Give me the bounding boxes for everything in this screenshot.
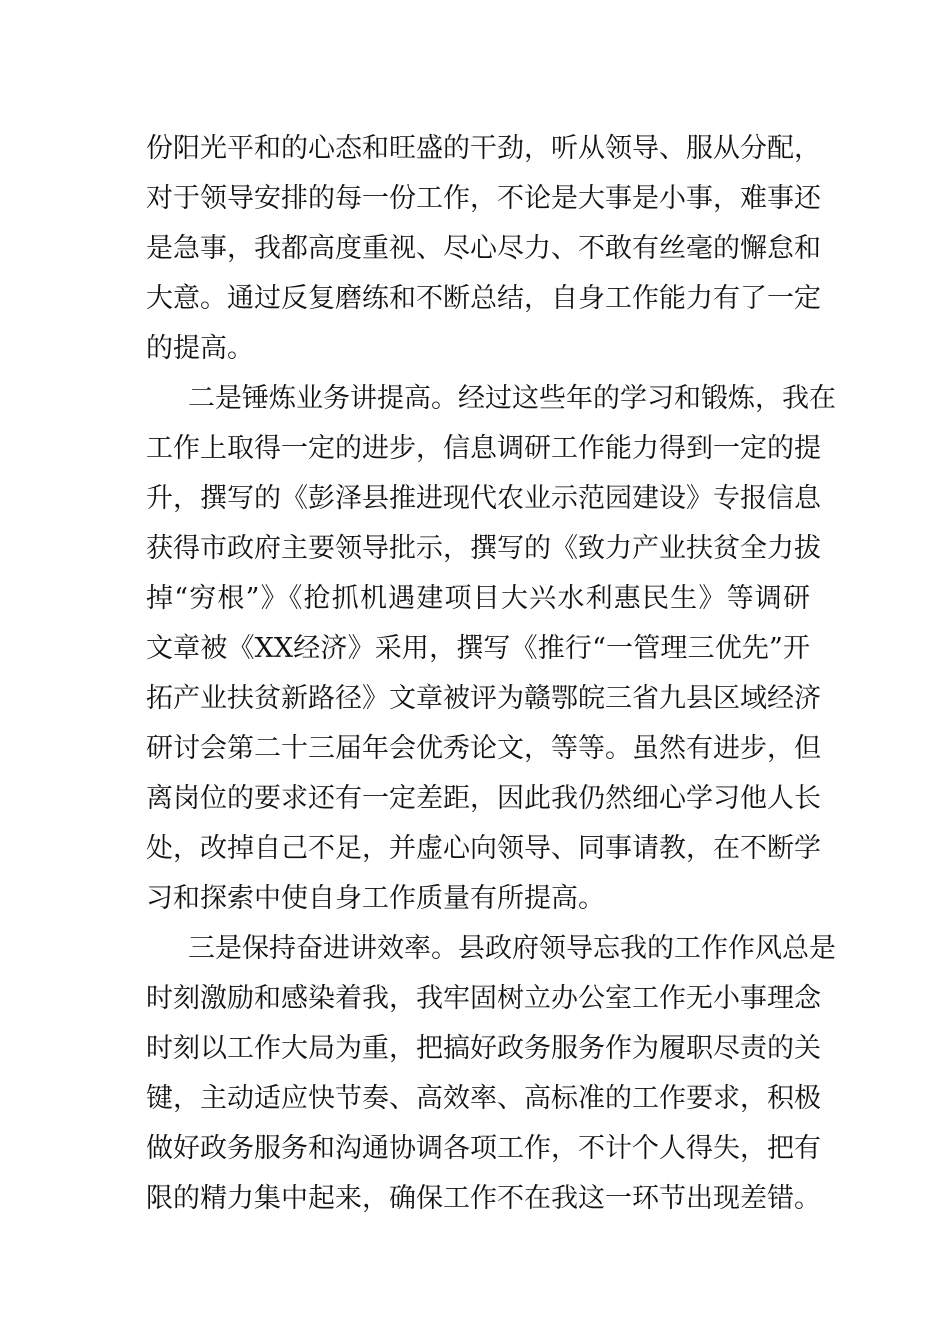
text-line: 三是保持奋进讲效率。县政府领导忘我的工作作风总是 — [188, 933, 836, 964]
body-text — [146, 124, 836, 1224]
text-line: 键，主动适应快节奏、高效率、高标准的工作要求，积极 — [146, 1083, 821, 1114]
text-line: 份阳光平和的心态和旺盛的干劲，听从领导、服从分配， — [146, 133, 821, 164]
text-line: 升，撰写的《彭泽县推进现代农业示范园建设》专报信息 — [146, 483, 821, 514]
paragraph-2 — [146, 374, 836, 924]
text-line: 研讨会第二十三届年会优秀论文，等等。虽然有进步，但 — [146, 733, 821, 764]
paragraph-3 — [146, 924, 836, 1224]
text-line: 是急事，我都高度重视、尽心尽力、不敢有丝毫的懈怠和 — [146, 233, 821, 264]
paragraph-1 — [146, 124, 821, 374]
text-line: 二是锤炼业务讲提高。经过这些年的学习和锻炼，我在 — [188, 383, 836, 414]
text-line: 工作上取得一定的进步，信息调研工作能力得到一定的提 — [146, 433, 821, 464]
text-line: 大意。通过反复磨练和不断总结，自身工作能力有了一定 — [146, 283, 821, 314]
text-line: 时刻以工作大局为重，把搞好政务服务作为履职尽责的关 — [146, 1033, 821, 1064]
text-line: 拓产业扶贫新路径》文章被评为赣鄂皖三省九县区域经济 — [146, 683, 821, 714]
text-line: 的提高。 — [146, 333, 254, 364]
text-line: 时刻激励和感染着我，我牢固树立办公室工作无小事理念 — [146, 983, 821, 1014]
text-line: 对于领导安排的每一份工作，不论是大事是小事，难事还 — [146, 183, 821, 214]
text-line: 习和探索中使自身工作质量有所提高。 — [146, 883, 605, 914]
text-line: 文章被《XX经济》采用，撰写《推行“一管理三优先”开 — [146, 633, 810, 664]
text-line: 掉“穷根”》《抢抓机遇建项目大兴水利惠民生》等调研 — [146, 583, 810, 614]
text-line: 离岗位的要求还有一定差距，因此我仍然细心学习他人长 — [146, 783, 821, 814]
text-line: 做好政务服务和沟通协调各项工作，不计个人得失，把有 — [146, 1133, 821, 1164]
text-line: 获得市政府主要领导批示，撰写的《致力产业扶贫全力拔 — [146, 533, 821, 564]
text-line: 处，改掉自己不足，并虚心向领导、同事请教，在不断学 — [146, 833, 821, 864]
text-line: 限的精力集中起来，确保工作不在我这一环节出现差错。 — [146, 1183, 821, 1214]
